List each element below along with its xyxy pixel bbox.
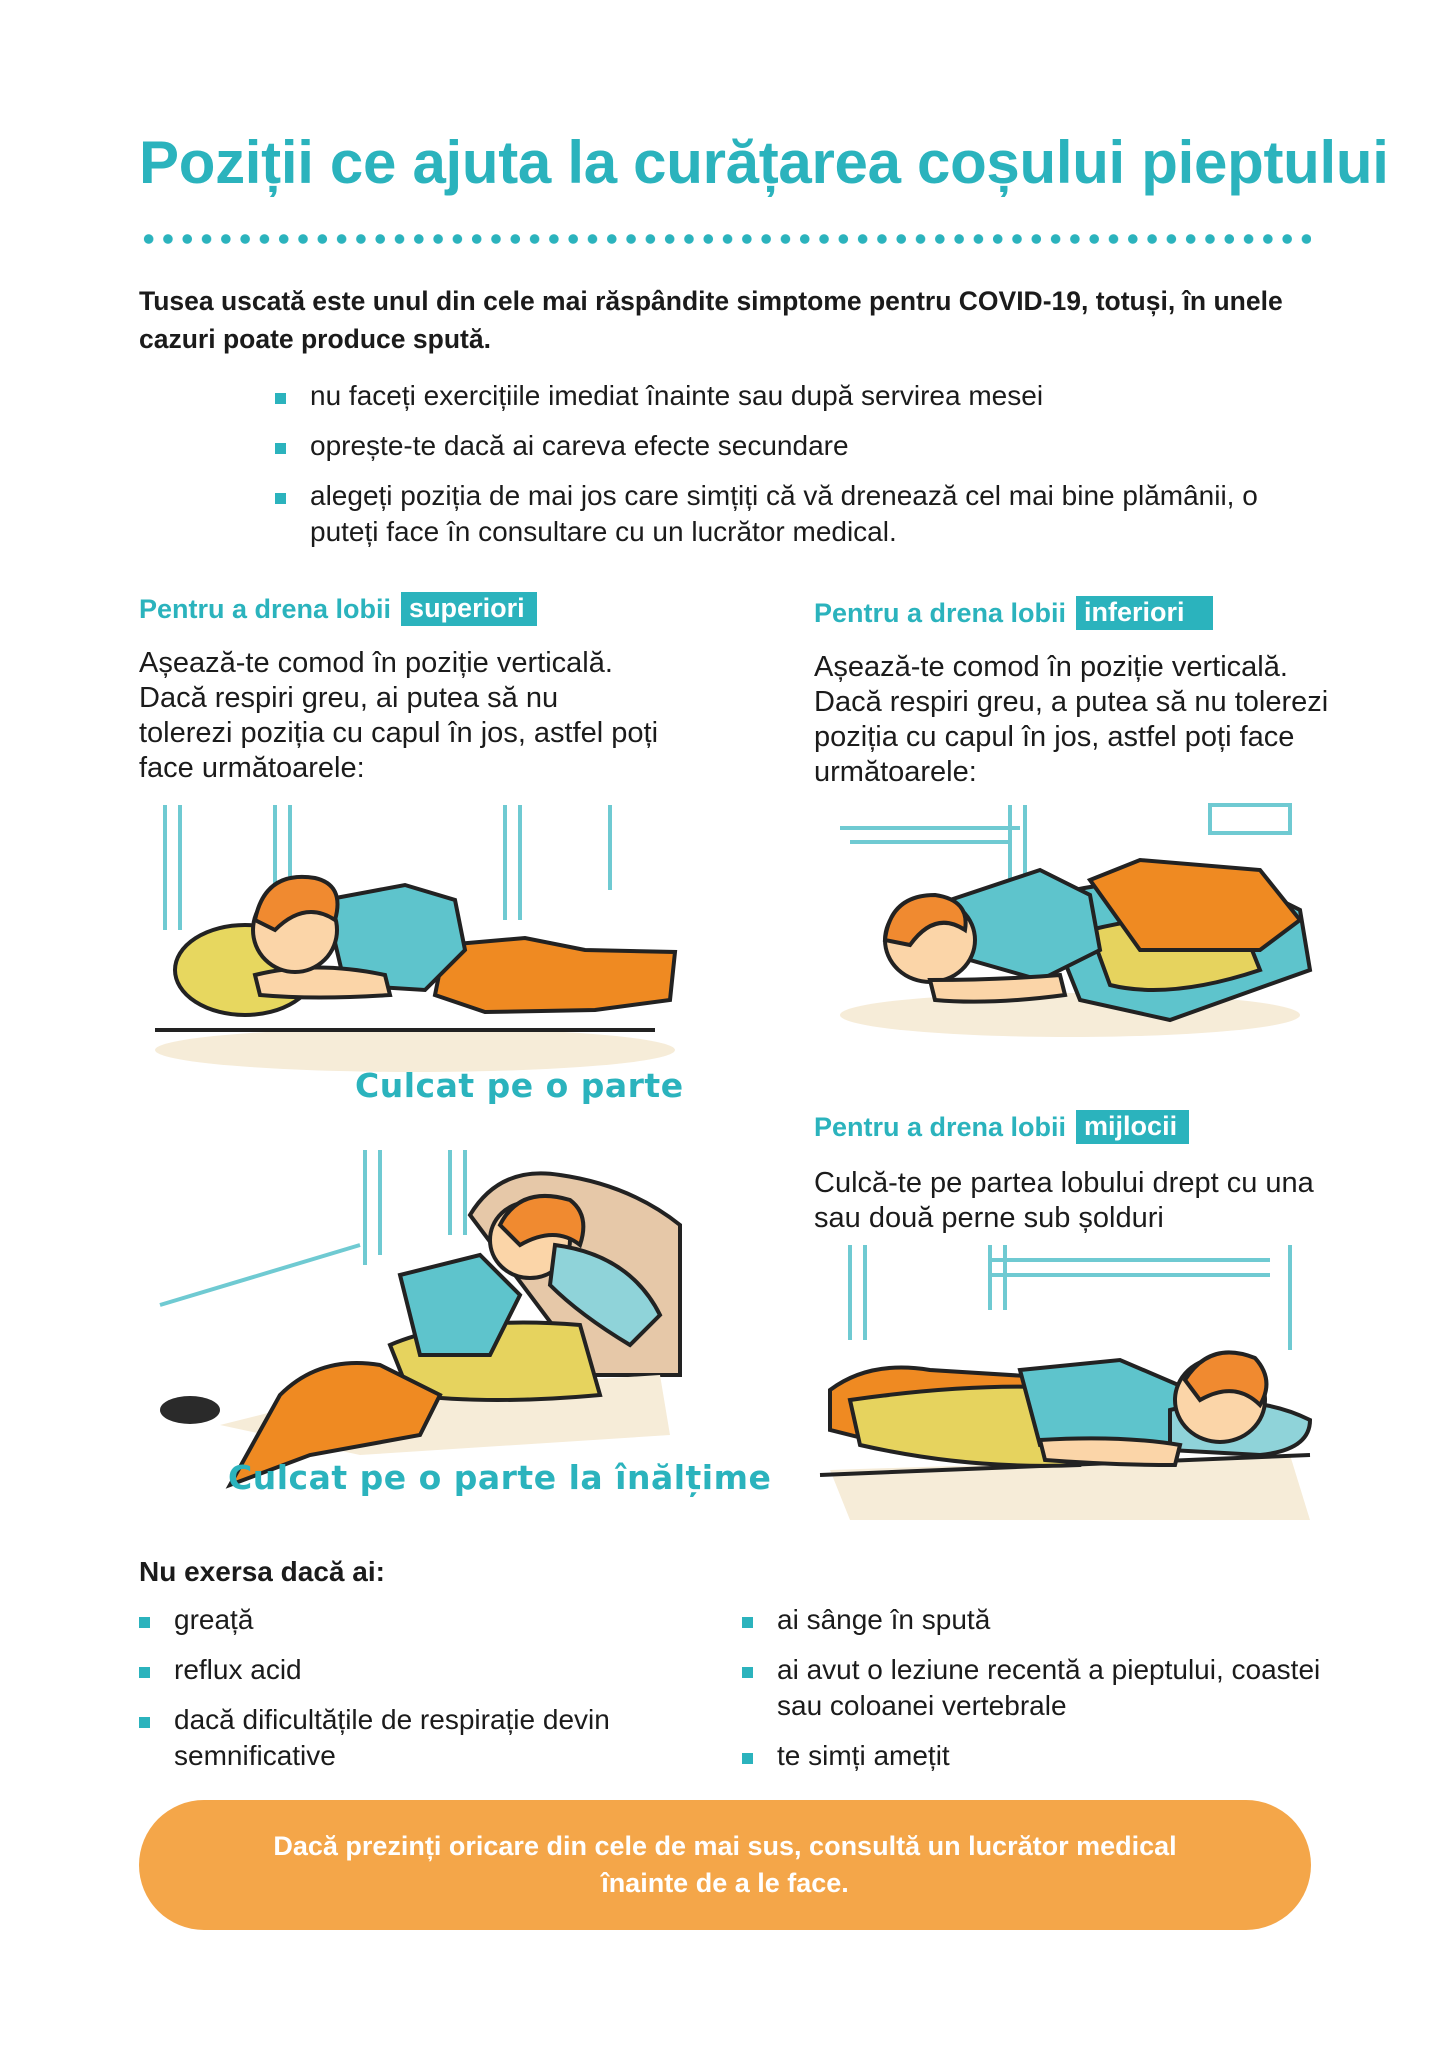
highlight-badge: superiori [401, 592, 537, 626]
list-item: te simți amețit [742, 1738, 1322, 1774]
list-item: reflux acid [139, 1652, 699, 1688]
list-item: oprește-te dacă ai careva efecte secundare [275, 428, 1325, 464]
bullet-square-icon [742, 1617, 753, 1628]
list-item: greață [139, 1602, 699, 1638]
middle-lobes-illustration [790, 1240, 1320, 1520]
list-item: ai avut o leziune recentă a pieptului, coastei sau coloanei vertebrale [742, 1652, 1322, 1724]
list-item: ai sânge în spută [742, 1602, 1322, 1638]
bullet-square-icon [742, 1753, 753, 1764]
bullet-square-icon [742, 1667, 753, 1678]
do-not-list-left [139, 1602, 699, 1788]
highlight-badge: mijlocii [1076, 1110, 1189, 1144]
list-item: nu faceți exercițiile imediat înainte sau după servirea mesei [275, 378, 1325, 414]
dotted-divider [139, 232, 1311, 246]
illustration-label: Culcat pe o parte la înălțime [228, 1458, 772, 1497]
bullet-square-icon [275, 393, 286, 404]
bullet-square-icon [275, 493, 286, 504]
page-title: Poziții ce ajuta la curățarea coșului pieptului [139, 129, 1389, 196]
highlight-badge: inferiori [1076, 596, 1213, 630]
intro-text: Tusea uscată este unul din cele mai răspândite simptome pentru COVID-19, totuși, în unele cazuri poate produce spută. [139, 286, 1283, 354]
bullet-square-icon [139, 1617, 150, 1628]
warning-banner-text: Dacă prezinți oricare din cele de mai sus, consultă un lucrător medical înainte de a le face. [273, 1831, 1177, 1898]
section-text-mijlocii: Culcă-te pe partea lobului drept cu una sau două perne sub șolduri [814, 1167, 1314, 1234]
do-not-heading: Nu exersa dacă ai: [139, 1556, 385, 1587]
list-item: dacă dificultățile de respirație devin semnificative [139, 1702, 699, 1774]
lower-lobes-illustration [840, 800, 1310, 1040]
bullet-square-icon [275, 443, 286, 454]
bullet-square-icon [139, 1667, 150, 1678]
section-heading-superiori: Pentru a drena lobii superiori [139, 592, 537, 626]
section-heading-inferiori: Pentru a drena lobii inferiori [814, 596, 1213, 630]
side-lying-elevated-illustration [160, 1145, 680, 1475]
top-bullet-list [275, 378, 1325, 564]
section-text-superiori: Așează-te comod în poziție verticală. Dacă respiri greu, ai putea să nu tolerezi poziția cu capul în jos, astfel poți face următoarele: [139, 647, 659, 784]
list-item: alegeți poziția de mai jos care simțiți că vă drenează cel mai bine plămânii, o puteți face în consultare cu un lucrător medical. [275, 478, 1325, 550]
illustration-label: Culcat pe o parte [355, 1066, 684, 1105]
warning-banner [139, 1800, 1311, 1930]
bullet-square-icon [139, 1717, 150, 1728]
section-text-inferiori: Așează-te comod în poziție verticală. Dacă respiri greu, a putea să nu tolerezi poziția cu capul în jos, astfel poți face următoarele: [814, 651, 1329, 788]
section-heading-mijlocii: Pentru a drena lobii mijlocii [814, 1110, 1189, 1144]
do-not-list-right [742, 1602, 1322, 1788]
side-lying-illustration [155, 800, 685, 1100]
